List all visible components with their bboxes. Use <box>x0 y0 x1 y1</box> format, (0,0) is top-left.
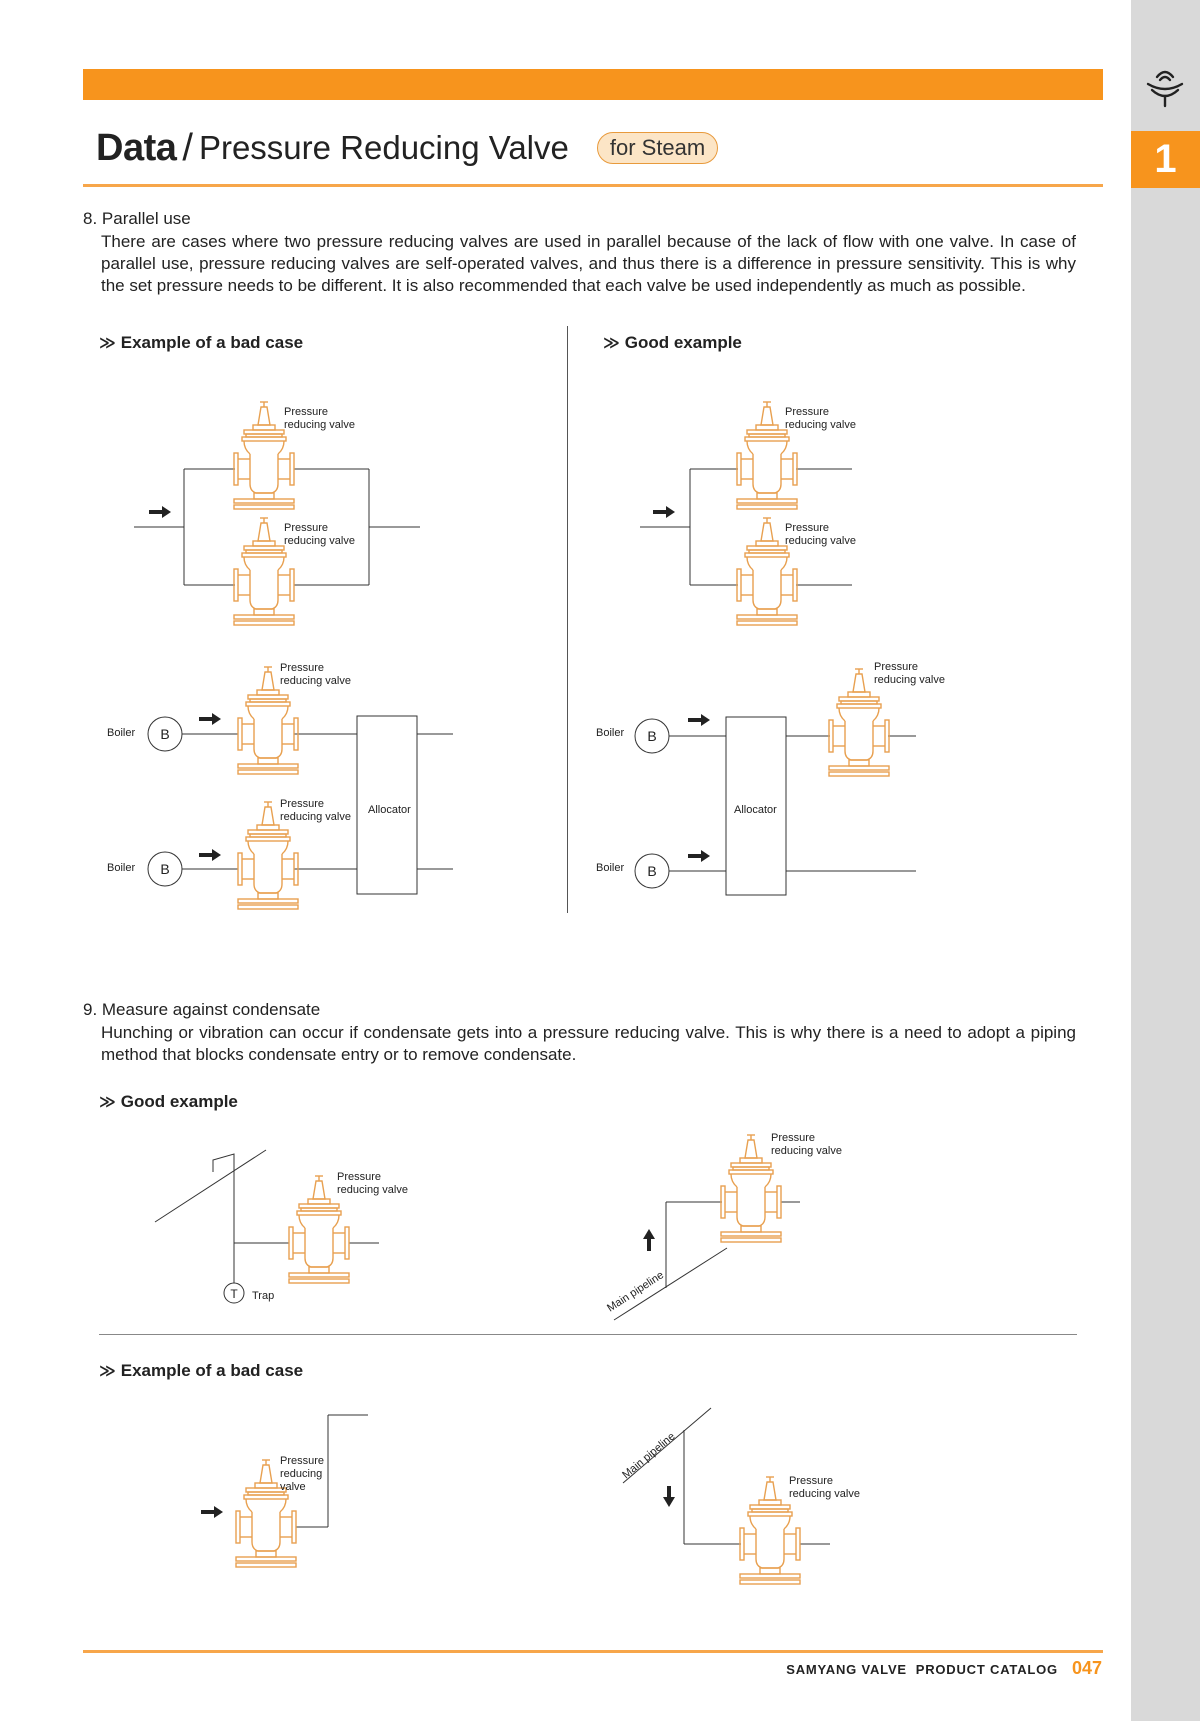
double-chevron-icon: ≫ <box>603 335 620 352</box>
bad-case-label: Example of a bad case <box>120 1361 304 1380</box>
valve-label: reducing valve <box>785 535 856 547</box>
valve-label: reducing valve <box>280 811 351 823</box>
boiler-symbol: B <box>160 726 170 742</box>
footer-rule <box>83 1650 1103 1653</box>
valve-label: Pressure <box>789 1475 834 1487</box>
valve-label: reducing valve <box>874 674 945 686</box>
section-8-paragraph: There are cases where two pressure reducing valves are used in parallel because of the lack of flow with one valve. In case of parallel use, pressure reducing valves are self-operated valves, and thus there is a difference in pressure sensitivity. This is why the set pressure needs to be different. It is also recommended that each valve be used independently as much as possible. <box>101 232 1076 295</box>
flow-arrow-icon <box>201 1506 223 1518</box>
flow-arrow-icon <box>688 850 710 862</box>
boiler-label: Boiler <box>596 727 625 739</box>
boiler-symbol: B <box>647 863 657 879</box>
title-slash: / <box>182 126 193 169</box>
title-sub: Pressure Reducing Valve <box>198 129 569 166</box>
good-example-label: Good example <box>624 333 742 352</box>
valve-label: reducing valve <box>771 1145 842 1157</box>
valve-label: reducing valve <box>284 535 355 547</box>
valve-label: Pressure <box>771 1132 816 1144</box>
valve-label: reducing <box>280 1468 323 1480</box>
section-9-heading: 9. Measure against condensate <box>83 1000 321 1019</box>
boiler-symbol: B <box>647 728 657 744</box>
valve-label: Pressure <box>280 1455 325 1467</box>
section-8-heading: 8. Parallel use <box>83 209 191 228</box>
allocator-label: Allocator <box>368 804 411 816</box>
valve-label: reducing valve <box>789 1488 860 1500</box>
valve-label: Pressure <box>785 406 830 418</box>
valve-label: Pressure <box>280 662 325 674</box>
flow-arrow-icon <box>653 506 675 518</box>
double-chevron-icon: ≫ <box>99 1363 116 1380</box>
boiler-label: Boiler <box>596 862 625 874</box>
valve-label: Pressure <box>785 522 830 534</box>
footer-catalog-text: SAMYANG VALVE PRODUCT CATALOG <box>786 1662 1058 1677</box>
chapter-tab: 1 <box>1131 131 1200 188</box>
section-9-paragraph: Hunching or vibration can occur if condensate gets into a pressure reducing valve. This is why there is a need to adopt a piping method that blocks condensate entry or to remove condensate. <box>101 1023 1076 1064</box>
main-pipeline-label: Main pipeline <box>605 1269 667 1315</box>
flow-arrow-icon <box>149 506 171 518</box>
title-main: Data <box>96 126 177 169</box>
valve-label: Pressure <box>284 406 329 418</box>
double-chevron-icon: ≫ <box>99 335 116 352</box>
good-example-label: Good example <box>120 1092 238 1111</box>
valve-label: Pressure <box>284 522 329 534</box>
page-number: 047 <box>1071 1658 1102 1678</box>
flow-arrow-icon <box>199 849 221 861</box>
valve-label: reducing valve <box>337 1184 408 1196</box>
valve-label: reducing valve <box>280 675 351 687</box>
valve-label: reducing valve <box>284 419 355 431</box>
valve-label: Pressure <box>280 798 325 810</box>
bad-case-label: Example of a bad case <box>120 333 304 352</box>
double-chevron-icon: ≫ <box>99 1094 116 1111</box>
valve-label: Pressure <box>337 1171 382 1183</box>
main-pipeline-label: Main pipeline <box>620 1430 678 1482</box>
boiler-label: Boiler <box>107 862 136 874</box>
boiler-symbol: B <box>160 861 170 877</box>
boiler-label: Boiler <box>107 727 136 739</box>
downward-flow-arrow-icon <box>663 1486 675 1507</box>
allocator-label: Allocator <box>734 804 777 816</box>
steam-badge: for Steam <box>597 132 718 164</box>
valve-label: Pressure <box>874 661 919 673</box>
flow-arrow-icon <box>199 713 221 725</box>
valve-label: valve <box>280 1481 306 1493</box>
trap-label: Trap <box>252 1290 275 1302</box>
trap-symbol: T <box>230 1287 238 1301</box>
flow-arrow-icon <box>688 714 710 726</box>
upward-flow-arrow-icon <box>643 1229 655 1251</box>
footer <box>786 1658 1102 1679</box>
valve-label: reducing valve <box>785 419 856 431</box>
